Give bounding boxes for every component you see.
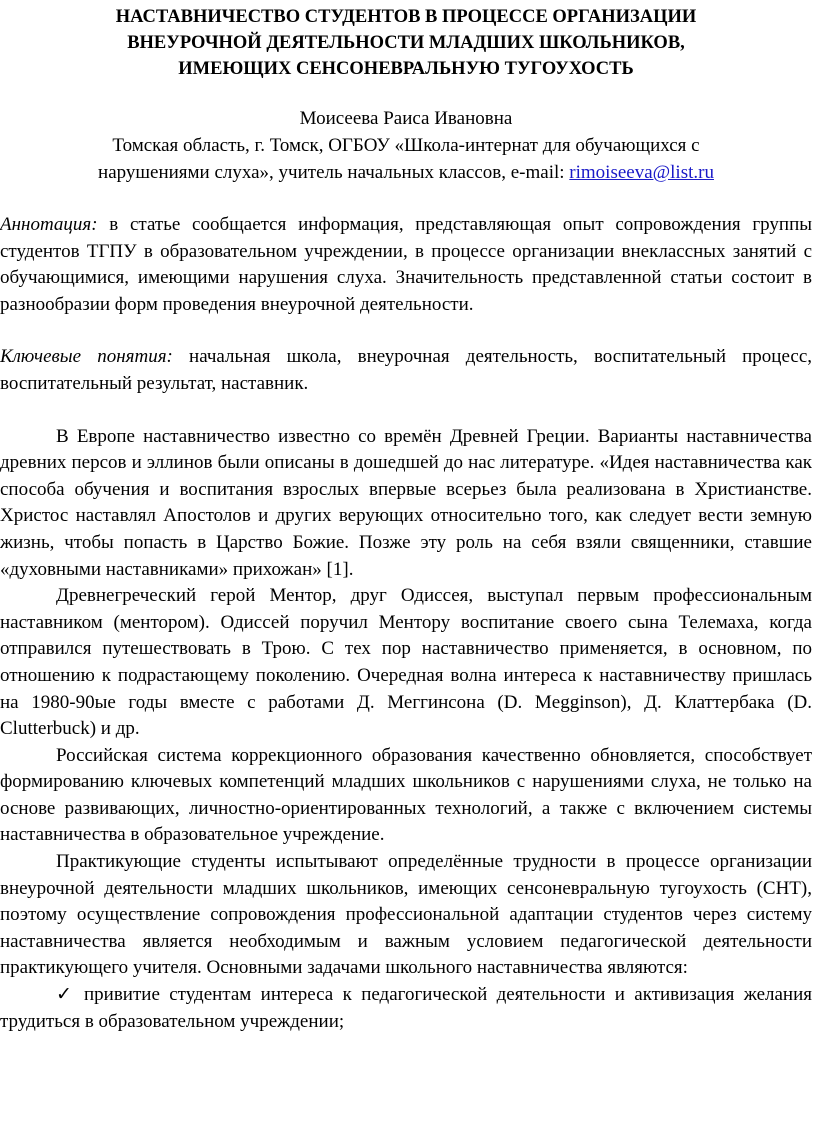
keywords-paragraph — [0, 344, 812, 397]
body-paragraph: Российская система коррекционного образования качественно обновляется, способствует формированию ключевых компетенций младших школьников с нарушениями слуха, не только на основе развивающих, личностно-ориентированных технологий, а также с включением системы наставничества в образовательное учреждение. — [0, 744, 812, 846]
keywords-text: начальная школа, внеурочная деятельность, воспитательный процесс, воспитательный результат, наставник. — [0, 346, 813, 394]
list-item — [0, 982, 812, 1035]
title-line: ИМЕЮЩИХ СЕНСОНЕВРАЛЬНУЮ ТУГОУХОСТЬ — [178, 59, 634, 79]
annotation-label: Аннотация: — [0, 214, 98, 235]
annotation-paragraph — [0, 212, 812, 318]
title-line: НАСТАВНИЧЕСТВО СТУДЕНТОВ В ПРОЦЕССЕ ОРГАНИЗАЦИИ — [115, 7, 697, 27]
annotation-text: в статье сообщается информация, представляющая опыт сопровождения группы студентов ТГПУ в образовательном учреждении, в процессе организации внеклассных занятий с обучающимися, имеющими нарушения слуха. Значительность представленной статьи состоит в разнообразии форм проведения внеурочной деятельности. — [0, 214, 812, 315]
body-paragraph: В Европе наставничество известно со времён Древней Греции. Варианты наставничества древних персов и эллинов были описаны в дошедшей до нас литературе. «Идея наставничества как способа обучения и воспитания взрослых впервые всерьез была реализована в Христианстве. Христос наставлял Апостолов и других верующих относительно того, как следует вести земную жизнь, чтобы попасть в Царство Божие. Позже эту роль на себя взяли священники, ставшие «духовными наставниками» прихожан» [1]. — [0, 425, 812, 580]
check-icon: ✓ — [56, 984, 72, 1006]
author-position: нарушениями слуха», учитель начальных классов, e-mail: — [98, 162, 570, 183]
author-affiliation: Томская область, г. Томск, ОГБОУ «Школа-интернат для обучающихся с — [112, 135, 700, 156]
author-block — [0, 105, 812, 186]
author-affiliation-2 — [0, 159, 812, 186]
body-paragraph: Древнегреческий герой Ментор, друг Одиссея, выступал первым профессиональным наставником (ментором). Одиссей поручил Ментору воспитание своего сына Телемаха, когда отправился путешествовать в Трою. С тех пор наставничество применяется, в основном, по отношению к подрастающему поколению. Очередная волна интереса к наставничеству пришлась на 1980-90ые годы вместе с работами Д. Меггинсона (D. Megginson), Д. Клаттербака (D. Clutterbuck) и др. — [0, 585, 812, 740]
list-item-text: привитие студентам интереса к педагогической деятельности и активизация желания трудиться в образовательном учреждении; — [0, 984, 812, 1032]
article-title — [0, 0, 812, 82]
keywords-label: Ключевые понятия: — [0, 346, 173, 368]
email-link[interactable]: rimoiseeva@list.ru — [569, 162, 714, 183]
body-paragraph: Практикующие студенты испытывают определённые трудности в процессе организации внеурочной деятельности младших школьников, имеющих сенсоневральную тугоухость (СНТ), поэтому осуществление сопровождения профессиональной адаптации студентов через систему наставничества является необходимым и важным условием педагогической деятельности практикующего учителя. Основными задачами школьного наставничества являются: — [0, 851, 812, 979]
title-line: ВНЕУРОЧНОЙ ДЕЯТЕЛЬНОСТИ МЛАДШИХ ШКОЛЬНИКОВ, — [127, 33, 685, 53]
author-name: Моисеева Раиса Ивановна — [299, 108, 513, 129]
